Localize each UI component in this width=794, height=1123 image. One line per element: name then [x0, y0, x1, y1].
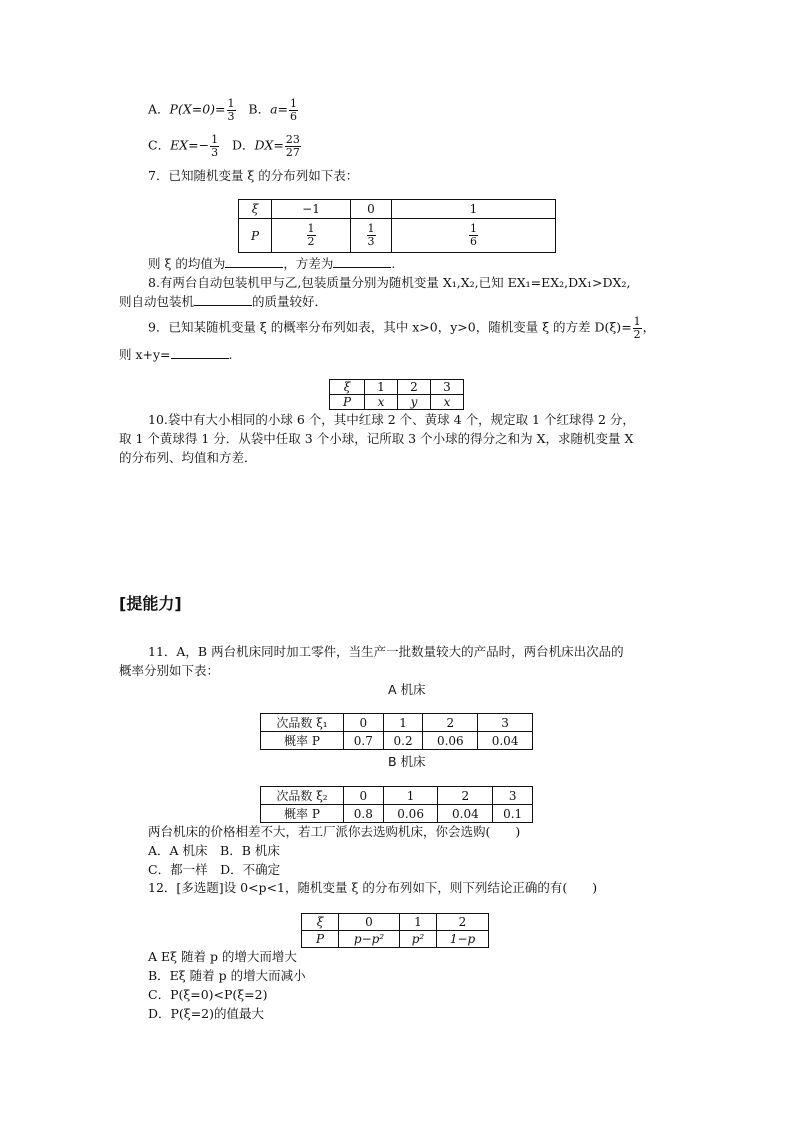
denominator: 27 — [285, 145, 300, 159]
q12-distribution-table — [301, 913, 489, 948]
text: 则自动包装机 — [119, 294, 195, 309]
q9-line1 — [148, 316, 655, 340]
table-row — [330, 395, 464, 410]
cell-text: x — [443, 395, 451, 409]
table-row — [261, 787, 533, 805]
table-cell: 0.2 — [383, 732, 423, 750]
q6-a-expr: P(X=0)= — [169, 101, 226, 117]
q9-distribution-table — [329, 379, 464, 410]
answer-blank[interactable] — [225, 267, 283, 268]
fraction — [367, 223, 376, 247]
answer-blank[interactable] — [194, 305, 252, 306]
table-cell: 3 — [493, 787, 533, 805]
table-cell: −1 — [272, 200, 351, 219]
q8-line2 — [119, 296, 327, 309]
denominator: 2 — [307, 235, 315, 248]
table-cell: 0 — [344, 714, 384, 732]
table-cell: 0.1 — [493, 805, 533, 823]
text: . — [391, 256, 396, 271]
section-heading: [提能力] — [119, 594, 182, 613]
numerator: 1 — [470, 222, 477, 236]
text: 的质量较好． — [252, 294, 328, 309]
table-cell — [239, 219, 272, 253]
denominator: 3 — [211, 145, 219, 159]
table-cell: 概率 P — [261, 732, 344, 750]
fraction — [210, 134, 219, 158]
table-cell: 0.04 — [438, 805, 493, 823]
table-cell — [330, 380, 365, 395]
fraction — [307, 223, 316, 247]
table-cell: 1 — [383, 714, 423, 732]
table-cell — [302, 931, 339, 948]
denominator: 6 — [470, 235, 477, 248]
table-cell — [272, 219, 351, 253]
q12-option-b: B．Eξ 随着 p 的增大而减小 — [148, 968, 306, 983]
cell-text: P — [250, 228, 260, 243]
table-cell: 概率 P — [261, 805, 344, 823]
q11-table-b — [260, 786, 533, 823]
q8-line1: 8.有两台自动包装机甲与乙,包装质量分别为随机变量 X₁,X₂,已知 EX₁=EX₂,DX₁>DX₂, — [148, 275, 631, 290]
option-label: D． — [231, 137, 255, 153]
table-cell: 次品数 ξ₂ — [261, 787, 344, 805]
denominator: 6 — [290, 109, 298, 123]
numerator: 23 — [285, 133, 300, 146]
table-cell: 2 — [438, 787, 493, 805]
text: 则 ξ 的均值为 — [148, 256, 226, 271]
denominator: 2 — [633, 327, 641, 341]
q10-line1: 10.袋中有大小相同的小球 6 个，其中红球 2 个、黄球 4 个，规定取 1 个红球得 2 分， — [148, 412, 635, 427]
q10-line3: 的分布列、均值和方差． — [119, 450, 257, 465]
table-cell: 2 — [437, 914, 489, 931]
fraction — [633, 316, 642, 340]
denominator: 3 — [227, 109, 235, 123]
q9-line2 — [119, 349, 233, 362]
cell-text: P — [342, 395, 352, 409]
table-cell: 2 — [398, 380, 431, 395]
table-cell: 0 — [339, 914, 400, 931]
text: . — [228, 347, 233, 362]
table-cell: 次品数 ξ₁ — [261, 714, 344, 732]
table-cell — [398, 395, 431, 410]
fraction — [227, 98, 236, 122]
cell-text: p² — [411, 932, 425, 946]
table-cell: 3 — [478, 714, 533, 732]
option-label: C． — [148, 137, 171, 153]
table-cell — [365, 395, 398, 410]
table-cell — [351, 219, 392, 253]
cell-text: y — [410, 395, 418, 409]
q10-line2: 取 1 个黄球得 1 分．从袋中任取 3 个小球，记所取 3 个小球的得分之和为 X，求随机变量 X — [119, 431, 634, 446]
numerator: 1 — [307, 222, 315, 236]
q11-options-cd: C．都一样 D．不确定 — [148, 862, 281, 877]
q7-stem: 7．已知随机变量 ξ 的分布列如下表： — [148, 168, 359, 183]
q11-question: 两台机床的价格相差不大，若工厂派你去选购机床，你会选购( ) — [148, 824, 521, 839]
q12-stem: 12．[多选题]设 0<p<1，随机变量 ξ 的分布列如下，则下列结论正确的有( ) — [148, 880, 598, 895]
table-cell: 0.7 — [344, 732, 384, 750]
q12-option-a: A Eξ 随着 p 的增大而增大 — [148, 949, 297, 964]
text: ，方差为 — [283, 256, 334, 271]
table-cell: 0 — [344, 787, 384, 805]
table-cell — [239, 200, 272, 219]
table-cell — [330, 395, 365, 410]
table-cell — [437, 931, 489, 948]
table-cell: 0 — [351, 200, 392, 219]
q6-b-expr: a= — [270, 101, 289, 117]
numerator: 1 — [290, 97, 298, 110]
q11-table-a — [260, 713, 533, 750]
q12-option-d: D．P(ξ=2)的值最大 — [148, 1006, 264, 1021]
fraction — [469, 223, 478, 247]
cell-text: ξ — [316, 915, 324, 929]
table-cell: 1 — [383, 787, 438, 805]
q6-d-expr: DX= — [254, 137, 284, 153]
table-cell: 1 — [392, 200, 556, 219]
answer-blank[interactable] — [333, 267, 391, 268]
table-cell — [392, 219, 556, 253]
q7-distribution-table — [238, 199, 556, 253]
table-cell: 0.04 — [478, 732, 533, 750]
table-cell: 2 — [423, 714, 478, 732]
q6-option-ab — [148, 98, 299, 122]
q6-c-expr: EX=− — [170, 137, 210, 153]
table-cell: 1 — [365, 380, 398, 395]
cell-text: p−p² — [353, 932, 385, 946]
q11-line2: 概率分别如下表： — [119, 663, 220, 678]
table-cell — [431, 395, 464, 410]
table-cell: 0.06 — [383, 805, 438, 823]
cell-text: ξ — [251, 202, 259, 216]
table-cell: 1 — [400, 914, 437, 931]
text: ， — [642, 319, 656, 335]
q12-option-c: C．P(ξ=0)<P(ξ=2) — [148, 987, 268, 1002]
table-b-caption: B 机床 — [388, 754, 426, 769]
table-row — [302, 914, 489, 931]
fraction — [285, 134, 301, 158]
table-row — [239, 219, 556, 253]
fraction — [289, 98, 298, 122]
q7-answer-line — [148, 258, 395, 271]
cell-text: P — [315, 932, 325, 946]
table-a-caption: A 机床 — [388, 682, 426, 697]
table-cell — [339, 931, 400, 948]
numerator: 1 — [367, 222, 375, 236]
q11-options-ab: A．A 机床 B．B 机床 — [148, 843, 280, 858]
numerator: 1 — [227, 97, 235, 110]
q6-option-cd — [148, 134, 302, 158]
cell-text: 1−p — [449, 932, 476, 946]
numerator: 1 — [633, 315, 641, 328]
table-row — [330, 380, 464, 395]
table-row — [261, 732, 533, 750]
cell-text: x — [377, 395, 385, 409]
table-row — [261, 805, 533, 823]
table-cell: 0.8 — [344, 805, 384, 823]
text: 则 x+y= — [119, 347, 171, 362]
table-cell — [400, 931, 437, 948]
table-row — [302, 931, 489, 948]
option-label: B． — [248, 101, 271, 117]
cell-text: ξ — [343, 380, 351, 394]
denominator: 3 — [367, 235, 375, 248]
table-cell: 3 — [431, 380, 464, 395]
table-row — [239, 200, 556, 219]
table-cell — [302, 914, 339, 931]
table-cell: 0.06 — [423, 732, 478, 750]
text: 9．已知某随机变量 ξ 的概率分布列如表，其中 x>0，y>0，随机变量 ξ 的方差 D(ξ)= — [148, 319, 632, 335]
table-row — [261, 714, 533, 732]
numerator: 1 — [211, 133, 219, 146]
option-label: A． — [148, 101, 170, 117]
q11-line1: 11．A，B 两台机床同时加工零件，当生产一批数量较大的产品时，两台机床出次品的 — [148, 644, 624, 659]
answer-blank[interactable] — [171, 358, 229, 359]
